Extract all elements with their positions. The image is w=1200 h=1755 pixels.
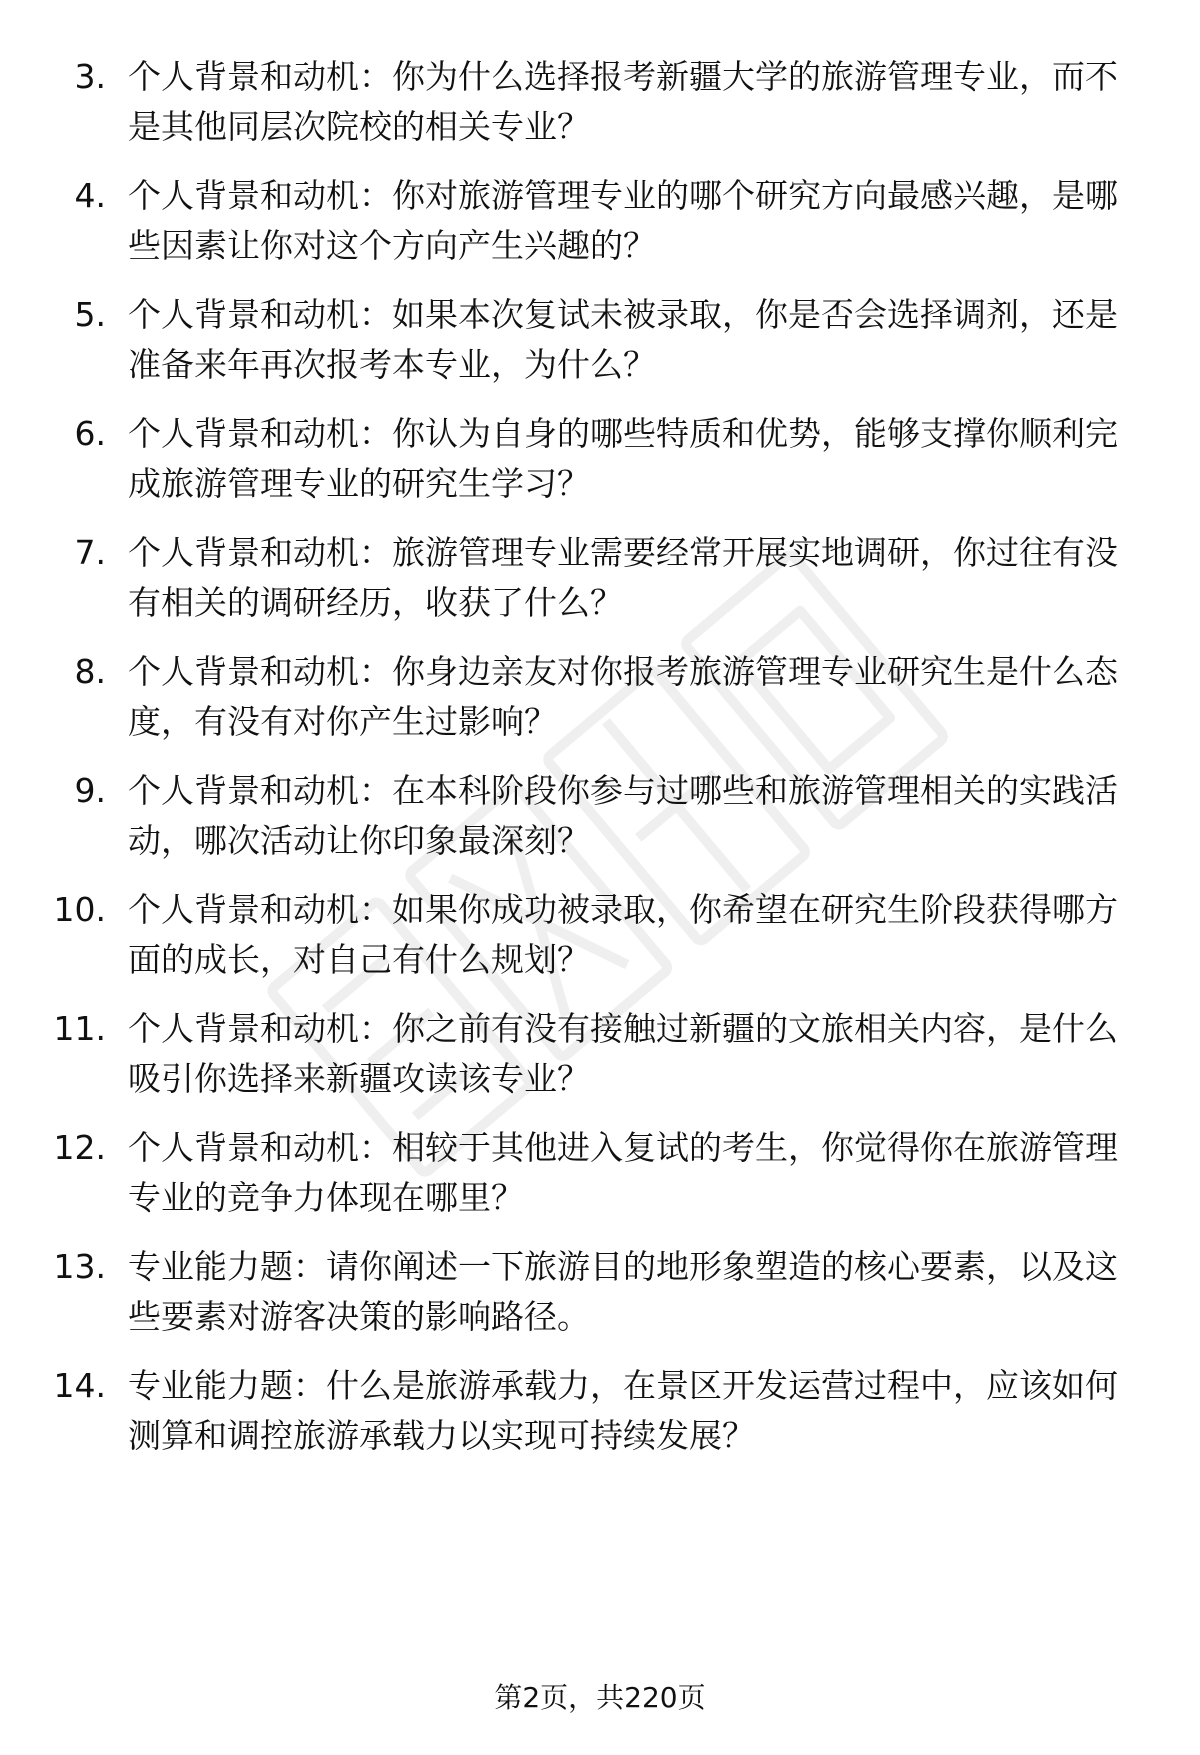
question-list — [0, 52, 1200, 1480]
question-number: 14. — [53, 1366, 106, 1405]
question-number: 7. — [74, 533, 106, 572]
question-text: 个人背景和动机：你认为自身的哪些特质和优势，能够支撑你顺利完成旅游管理专业的研究生学习？ — [128, 414, 1118, 503]
question-text: 个人背景和动机：你之前有没有接触过新疆的文旅相关内容，是什么吸引你选择来新疆攻读该专业？ — [128, 1009, 1118, 1098]
list-item — [0, 1004, 1200, 1123]
question-text: 个人背景和动机：如果本次复试未被录取，你是否会选择调剂，还是准备来年再次报考本专业，为什么？ — [128, 295, 1118, 384]
list-item — [0, 409, 1200, 528]
question-number: 9. — [74, 771, 106, 810]
question-text: 专业能力题：什么是旅游承载力，在景区开发运营过程中，应该如何测算和调控旅游承载力以实现可持续发展？ — [128, 1366, 1118, 1455]
question-text: 个人背景和动机：如果你成功被录取，你希望在研究生阶段获得哪方面的成长，对自己有什么规划？ — [128, 890, 1118, 979]
list-item — [0, 52, 1200, 171]
question-number: 11. — [53, 1009, 106, 1048]
question-number: 6. — [74, 414, 106, 453]
list-item — [0, 290, 1200, 409]
question-text: 个人背景和动机：相较于其他进入复试的考生，你觉得你在旅游管理专业的竞争力体现在哪里？ — [128, 1128, 1118, 1217]
question-text: 个人背景和动机：你对旅游管理专业的哪个研究方向最感兴趣，是哪些因素让你对这个方向产生兴趣的？ — [128, 176, 1118, 265]
question-number: 5. — [74, 295, 106, 334]
list-item — [0, 766, 1200, 885]
list-item — [0, 1242, 1200, 1361]
question-number: 4. — [74, 176, 106, 215]
list-item — [0, 885, 1200, 1004]
list-item — [0, 647, 1200, 766]
list-item — [0, 171, 1200, 290]
list-item — [0, 1123, 1200, 1242]
page-number: 第2页，共220页 — [494, 1681, 706, 1714]
question-text: 个人背景和动机：你为什么选择报考新疆大学的旅游管理专业，而不是其他同层次院校的相关专业？ — [128, 57, 1118, 146]
question-number: 12. — [53, 1128, 106, 1167]
question-number: 3. — [74, 57, 106, 96]
question-number: 8. — [74, 652, 106, 691]
question-number: 13. — [53, 1247, 106, 1286]
list-item — [0, 528, 1200, 647]
list-item — [0, 1361, 1200, 1480]
question-text: 个人背景和动机：旅游管理专业需要经常开展实地调研，你过往有没有相关的调研经历，收获了什么？ — [128, 533, 1118, 622]
question-text: 个人背景和动机：在本科阶段你参与过哪些和旅游管理相关的实践活动，哪次活动让你印象最深刻？ — [128, 771, 1118, 860]
question-number: 10. — [53, 890, 106, 929]
question-text: 个人背景和动机：你身边亲友对你报考旅游管理专业研究生是什么态度，有没有对你产生过影响？ — [128, 652, 1118, 741]
question-text: 专业能力题：请你阐述一下旅游目的地形象塑造的核心要素，以及这些要素对游客决策的影响路径。 — [128, 1247, 1118, 1336]
